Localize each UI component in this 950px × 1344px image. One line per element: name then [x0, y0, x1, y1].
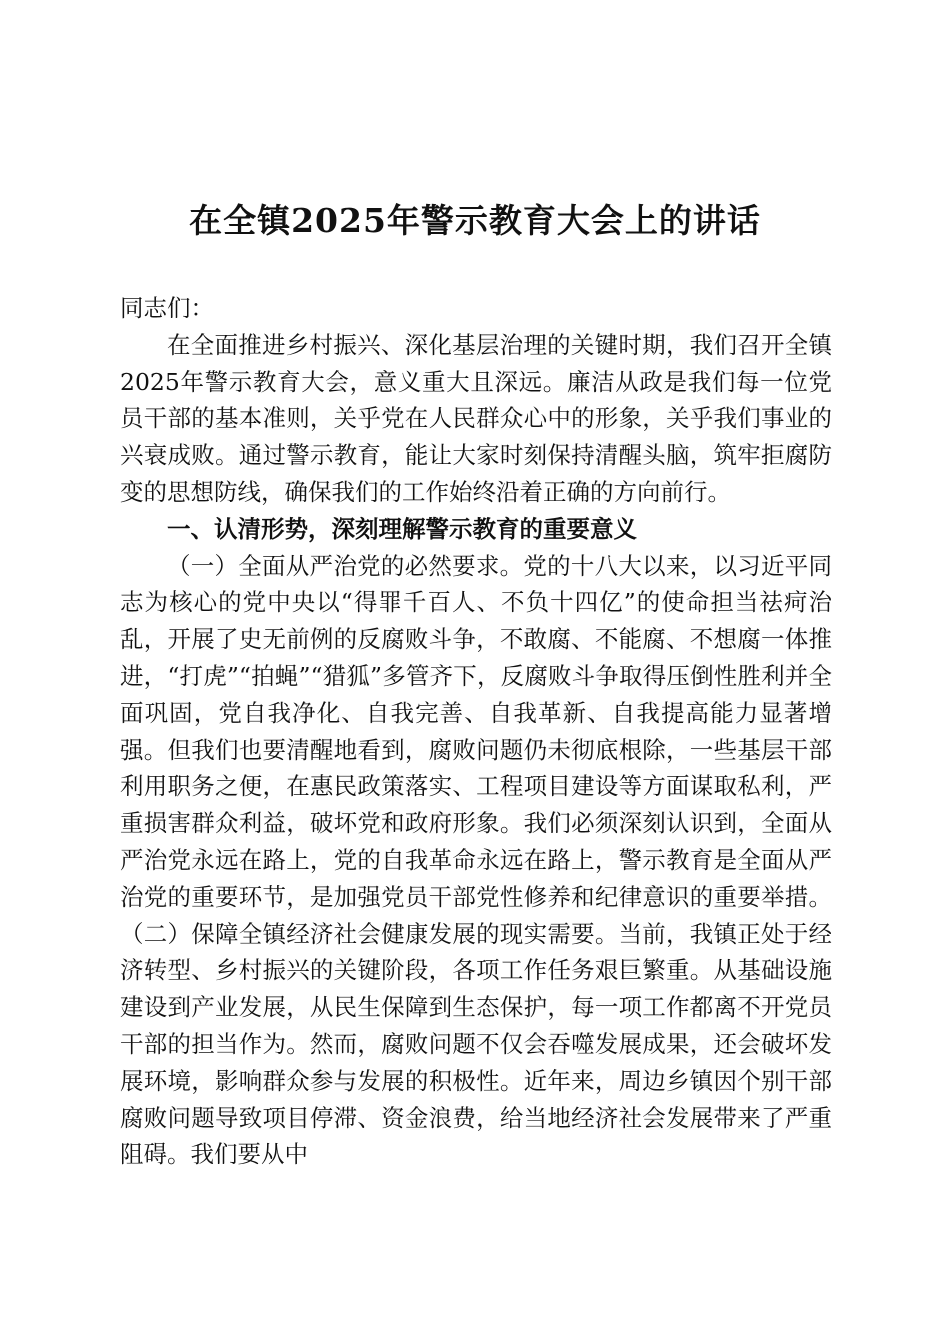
document-body [120, 290, 832, 1173]
section-1-paragraph: （一）全面从严治党的必然要求。党的十八大以来，以习近平同志为核心的党中央以“得罪千百人、不负十四亿”的使命担当祛疴治乱，开展了史无前例的反腐败斗争，不敢腐、不能腐、不想腐一体推进，“打虎”“拍蝇”“猎狐”多管齐下，反腐败斗争取得压倒性胜利并全面巩固，党自我净化、自我完善、自我革新、自我提高能力显著增强。但我们也要清醒地看到，腐败问题仍未彻底根除，一些基层干部利用职务之便，在惠民政策落实、工程项目建设等方面谋取私利，严重损害群众利益，破坏党和政府形象。我们必须深刻认识到，全面从严治党永远在路上，党的自我革命永远在路上，警示教育是全面从严治党的重要环节，是加强党员干部党性修养和纪律意识的重要举措。（二）保障全镇经济社会健康发展的现实需要。当前，我镇正处于经济转型、乡村振兴的关键阶段，各项工作任务艰巨繁重。从基础设施建设到产业发展，从民生保障到生态保护，每一项工作都离不开党员干部的担当作为。然而，腐败问题不仅会吞噬发展成果，还会破坏发展环境，影响群众参与发展的积极性。近年来，周边乡镇因个别干部腐败问题导致项目停滞、资金浪费，给当地经济社会发展带来了严重阻碍。我们要从中 [120, 551, 832, 1169]
document-title: 在全镇2025年警示教育大会上的讲话 [189, 201, 761, 240]
salutation: 同志们： [120, 294, 214, 322]
section-1-heading: 一、认清形势，深刻理解警示教育的重要意义 [167, 514, 637, 543]
intro-paragraph: 在全面推进乡村振兴、深化基层治理的关键时期，我们召开全镇2025年警示教育大会，意义重大且深远。廉洁从政是我们每一位党员干部的基本准则，关乎党在人民群众心中的形象，关乎我们事业的兴衰成败。通过警示教育，能让大家时刻保持清醒头脑，筑牢拒腐防变的思想防线，确保我们的工作始终沿着正确的方向前行。 [120, 330, 832, 506]
